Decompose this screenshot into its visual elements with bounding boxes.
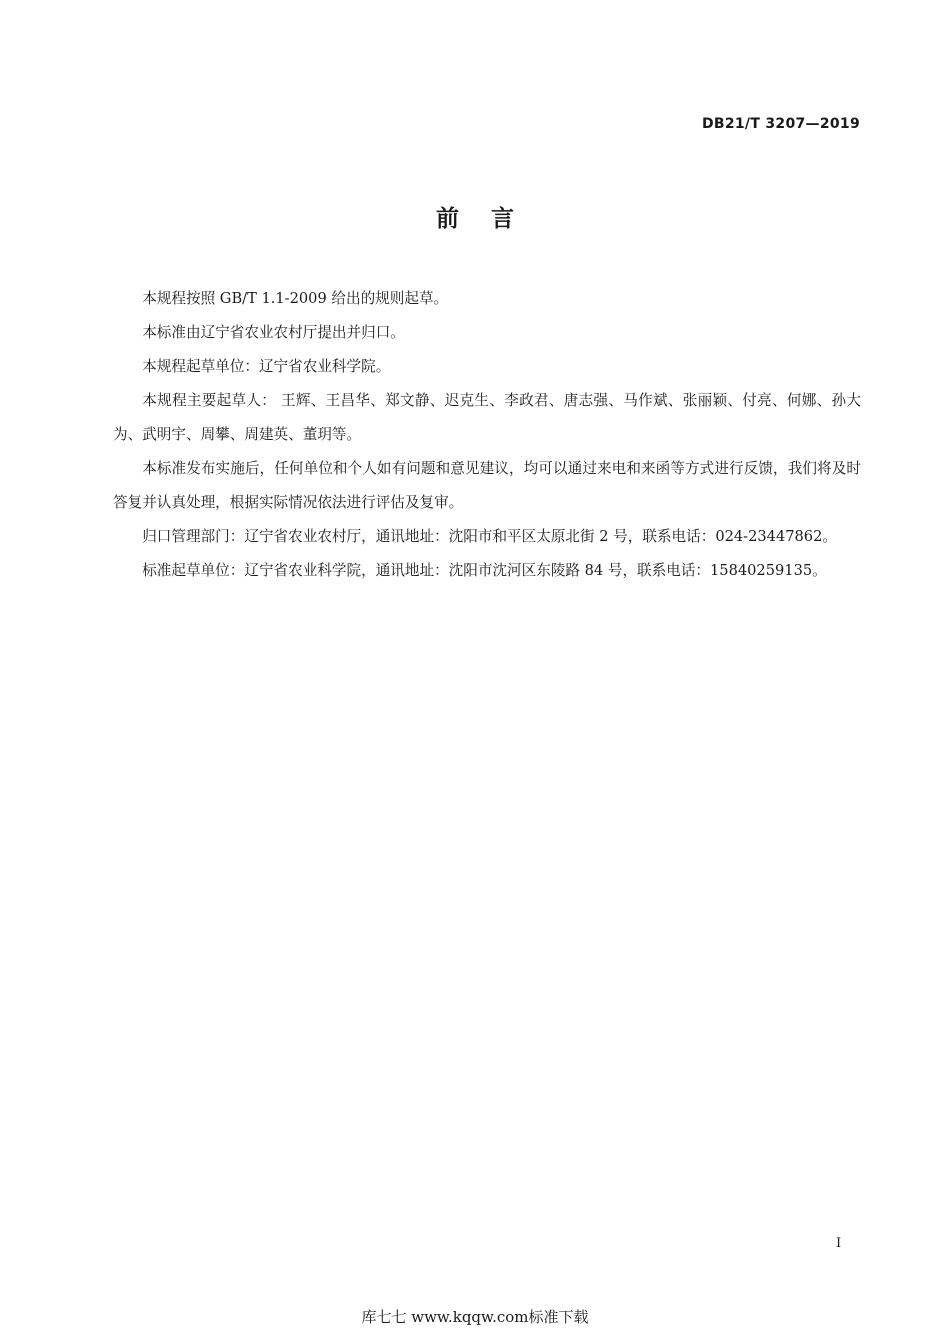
- document-code: DB21/T 3207—2019: [701, 116, 860, 132]
- paragraph-feedback: 本标准发布实施后，任何单位和个人如有问题和意见建议，均可以通过来电和来函等方式进行反馈，我们将及时答复并认真处理，根据实际情况依法进行评估及复审。: [113, 460, 861, 511]
- paragraph-management-contact: 归口管理部门：辽宁省农业农村厅，通讯地址：沈阳市和平区太原北街 2 号，联系电话：024-23447862。: [142, 528, 837, 545]
- paragraph-drafting-unit: 本规程起草单位：辽宁省农业科学院。: [142, 358, 391, 375]
- footer-watermark: 库七七 www.kqqw.com标准下载: [361, 1308, 589, 1326]
- page-title: 前言: [436, 206, 546, 232]
- page-number: I: [836, 1236, 842, 1251]
- paragraph-drafting-rules: 本规程按照 GB/T 1.1-2009 给出的规则起草。: [142, 290, 449, 307]
- paragraph-proposer: 本标准由辽宁省农业农村厅提出并归口。: [142, 324, 405, 341]
- paragraph-drafters: 本规程主要起草人： 王辉、王昌华、郑文静、迟克生、李政君、唐志强、马作斌、张丽颖、付亮、何娜、孙大为、武明宇、周攀、周建英、董玥等。: [113, 392, 861, 443]
- document-body: [113, 282, 861, 588]
- paragraph-drafting-unit-contact: 标准起草单位：辽宁省农业科学院，通讯地址：沈阳市沈河区东陵路 84 号，联系电话：15840259135。: [142, 562, 827, 579]
